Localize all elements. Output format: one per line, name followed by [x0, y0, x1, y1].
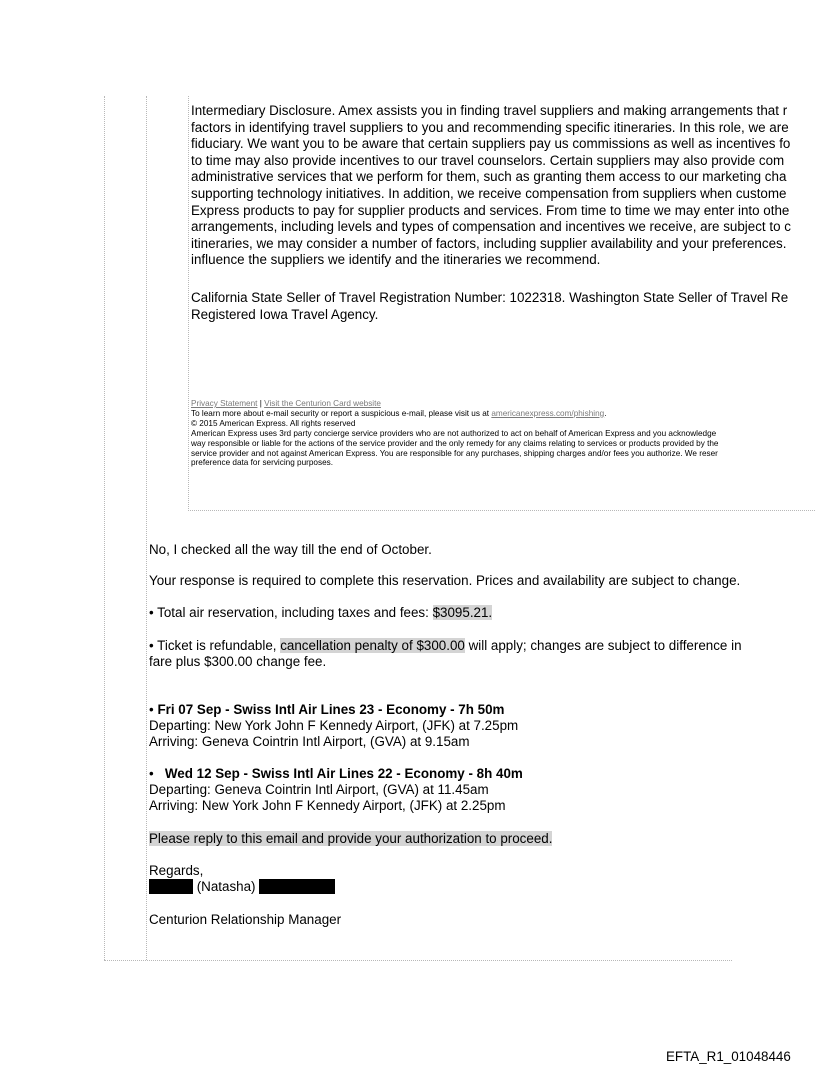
authorization-request: [149, 831, 552, 847]
total-label: • Total air reservation, including taxes and fees:: [149, 605, 433, 620]
flight-outbound-departing: Departing: New York John F Kennedy Airport, (JFK) at 7.25pm: [149, 718, 519, 733]
flight-title: Wed 12 Sep - Swiss Intl Air Lines 22 - Economy - 8h 40m: [164, 766, 523, 781]
redaction-block: [259, 879, 335, 894]
flight-outbound-title: [149, 702, 504, 718]
signature-name: (Natasha): [193, 879, 260, 894]
disclosure-line: Express products to pay for supplier products and services. From time to time we may enter into othe: [191, 202, 790, 218]
registration-line: California State Seller of Travel Registration Number: 1022318. Washington State Seller of Travel Re: [191, 290, 789, 305]
document-id: EFTA_R1_01048446: [666, 1049, 791, 1064]
link-separator: |: [259, 399, 262, 408]
refund-line-2: fare plus $300.00 change fee.: [149, 654, 327, 669]
flight-title: Fri 07 Sep - Swiss Intl Air Lines 23 - Economy - 7h 50m: [157, 702, 505, 717]
authorization-text: Please reply to this email and provide your authorization to proceed.: [149, 831, 553, 846]
quote-border-bottom: [104, 960, 732, 961]
quote-border-inner: [146, 96, 147, 960]
concierge-line: American Express uses 3rd party concierge service providers who are not authorized to act on behalf of American Express and you acknowledge: [191, 428, 717, 438]
reply-text: No, I checked all the way till the end of October.: [149, 542, 432, 557]
bullet: •: [149, 702, 154, 717]
total-amount: $3095.21.: [432, 605, 493, 620]
flight-return-title: [149, 766, 523, 782]
response-required-text: Your response is required to complete this reservation. Prices and availability are subject to change.: [149, 573, 741, 588]
seller-of-travel-registration: [191, 290, 816, 323]
privacy-statement-link[interactable]: Privacy Statement: [191, 399, 258, 408]
bullet: •: [149, 766, 154, 781]
concierge-line: way responsible or liable for the actions of the service provider and the only remedy for any claims relating to services or products provided by the: [191, 438, 719, 448]
total-fare-line: [149, 605, 492, 621]
disclosure-line: administrative services that we perform for them, such as granting them access to our marketing cha: [191, 169, 787, 185]
quote-border-outer: [104, 96, 105, 960]
flight-return-departing: Departing: Geneva Cointrin Intl Airport, (GVA) at 11.45am: [149, 782, 489, 797]
phishing-link[interactable]: americanexpress.com/phishing: [491, 408, 605, 418]
security-notice: To learn more about e-mail security or report a suspicious e-mail, please visit us at americanexpress.com/phishing.: [191, 408, 607, 418]
disclosure-line: supporting technology initiatives. In addition, we receive compensation from suppliers when custome: [191, 185, 787, 201]
regards: Regards,: [149, 863, 204, 878]
footer-links: [191, 399, 816, 409]
refund-suffix: will apply; changes are subject to difference in: [464, 638, 742, 653]
refund-line: [149, 638, 742, 654]
disclosure-line: influence the suppliers we identify and the itineraries we recommend.: [191, 252, 601, 268]
disclosure-line: arrangements, including levels and types of compensation and incentives we receive, are subject to c: [191, 219, 791, 235]
signature-title: Centurion Relationship Manager: [149, 912, 342, 927]
security-text: To learn more about e-mail security or report a suspicious e-mail, please visit us at: [191, 408, 490, 418]
disclosure-line: Intermediary Disclosure. Amex assists you in finding travel suppliers and making arrangements that r: [191, 103, 788, 118]
centurion-card-link[interactable]: Visit the Centurion Card website: [264, 399, 381, 408]
disclosure-line: itineraries, we may consider a number of factors, including supplier availability and your preferences.: [191, 235, 787, 251]
intermediary-disclosure: [191, 103, 816, 269]
disclosure-line: to time may also provide incentives to our travel counselors. Certain suppliers may also provide com: [191, 152, 785, 168]
cancellation-penalty: cancellation penalty of $300.00: [280, 638, 465, 653]
copyright: © 2015 American Express. All rights reserved: [191, 418, 356, 428]
registration-line: Registered Iowa Travel Agency.: [191, 306, 379, 322]
signature-line: [149, 879, 335, 895]
disclosure-line: fiduciary. We want you to be aware that certain suppliers pay us commissions as well as incentives fo: [191, 136, 791, 152]
redaction-block: [149, 879, 193, 894]
concierge-line: service provider and not against American Express. You are responsible for any purchases, shipping charges and/or fees you authorize. We reser: [191, 448, 718, 458]
refund-label: • Ticket is refundable,: [149, 638, 281, 653]
email-footer: [191, 399, 816, 468]
flight-return-arriving: Arriving: New York John F Kennedy Airport, (JFK) at 2.25pm: [149, 798, 506, 813]
disclosure-line: factors in identifying travel suppliers to you and recommending specific itineraries. In this role, we are: [191, 119, 789, 135]
flight-outbound-arriving: Arriving: Geneva Cointrin Intl Airport, (GVA) at 9.15am: [149, 734, 470, 749]
concierge-line: preference data for servicing purposes.: [191, 458, 333, 468]
